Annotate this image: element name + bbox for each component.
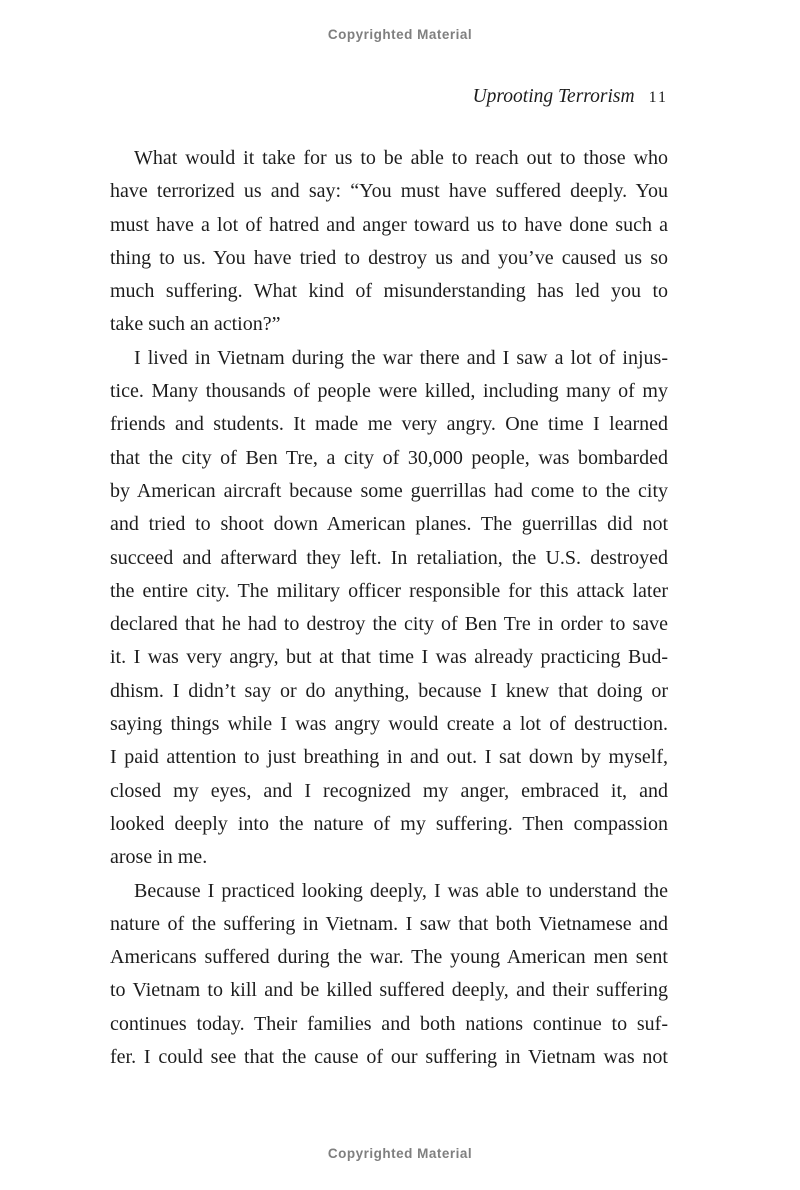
copyright-notice-top: Copyrighted Material (327, 27, 473, 42)
text-line: take such an action?” (110, 313, 281, 336)
text-line: it. I was very angry, but at that time I was already practicing Bud- (110, 646, 668, 669)
text-line: I lived in Vietnam during the war there and I saw a lot of injus- (134, 346, 668, 369)
text-line: the entire city. The military officer responsible for this attack later (110, 579, 668, 602)
text-line: declared that he had to destroy the city of Ben Tre in order to save (110, 613, 668, 636)
text-line: must have a lot of hatred and anger toward us to have done such a (110, 213, 668, 236)
text-line: tice. Many thousands of people were killed, including many of my (110, 380, 668, 403)
page-number: 11 (648, 89, 668, 106)
text-line: succeed and afterward they left. In retaliation, the U.S. destroyed (110, 546, 668, 569)
text-line: and tried to shoot down American planes. The guerrillas did not (110, 513, 668, 536)
chapter-title: Uprooting Terrorism (472, 86, 635, 107)
running-header (110, 86, 668, 108)
text-line: that the city of Ben Tre, a city of 30,000 people, was bombarded (110, 446, 668, 469)
text-line: Because I practiced looking deeply, I was able to understand the (134, 879, 668, 902)
text-line: What would it take for us to be able to reach out to those who (134, 147, 668, 169)
text-line: have terrorized us and say: “You must have suffered deeply. You (110, 180, 668, 203)
text-line: nature of the suffering in Vietnam. I saw that both Vietnamese and (110, 912, 668, 935)
text-line: fer. I could see that the cause of our suffering in Vietnam was not (110, 1046, 668, 1069)
text-line: by American aircraft because some guerrillas had come to the city (110, 479, 668, 502)
copyright-notice-bottom: Copyrighted Material (327, 1146, 473, 1161)
text-line: thing to us. You have tried to destroy us and you’ve caused us so (110, 246, 668, 269)
body-text (110, 142, 668, 1074)
text-line: Americans suffered during the war. The young American men sent (110, 946, 668, 969)
text-line: dhism. I didn’t say or do anything, because I knew that doing or (110, 679, 668, 702)
text-line: looked deeply into the nature of my suffering. Then compassion (110, 812, 668, 835)
text-line: closed my eyes, and I recognized my anger, embraced it, and (110, 779, 668, 802)
text-line: to Vietnam to kill and be killed suffered deeply, and their suffering (110, 979, 668, 1002)
text-line: saying things while I was angry would create a lot of destruction. (110, 713, 668, 736)
text-line: continues today. Their families and both nations continue to suf- (110, 1012, 668, 1035)
text-line: I paid attention to just breathing in and out. I sat down by myself, (110, 746, 668, 769)
text-line: arose in me. (110, 846, 208, 869)
text-line: friends and students. It made me very angry. One time I learned (110, 413, 668, 436)
text-line: much suffering. What kind of misunderstanding has led you to (110, 280, 668, 303)
